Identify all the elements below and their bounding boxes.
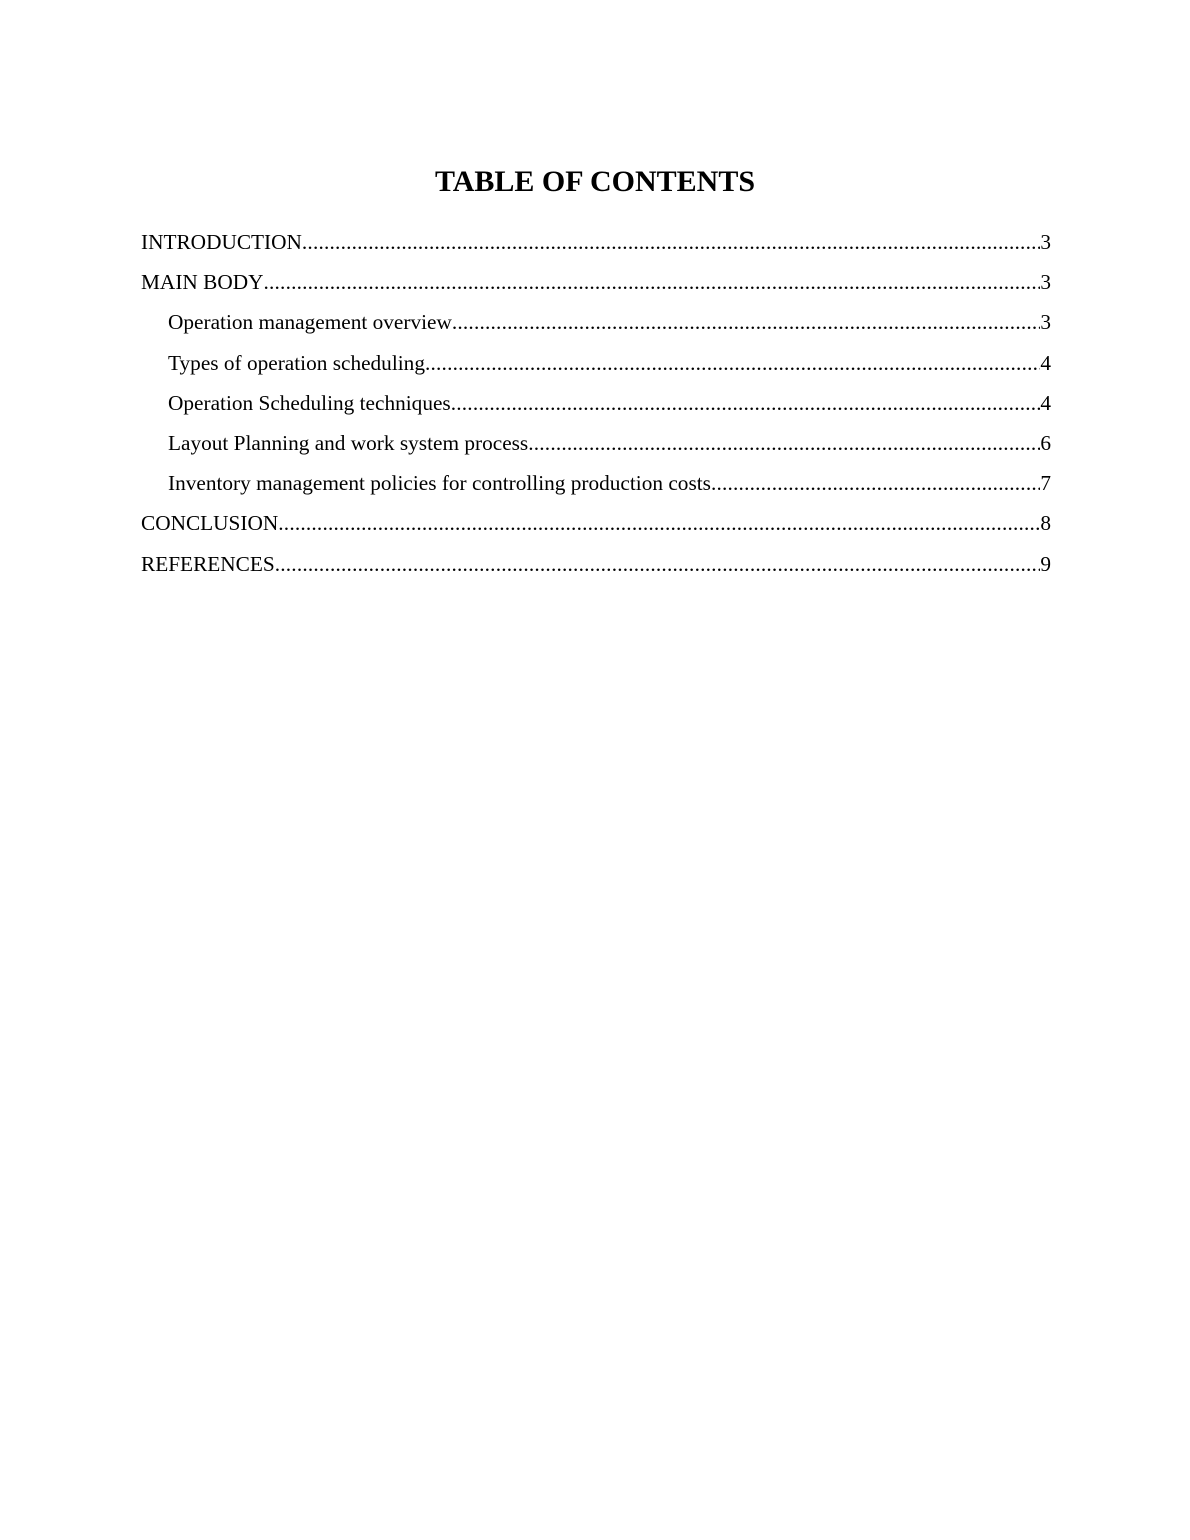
- toc-entry-operation-management-overview[interactable]: [141, 302, 1051, 342]
- toc-page-number: 3: [1040, 310, 1051, 335]
- toc-entry-label: CONCLUSION: [141, 511, 279, 536]
- toc-dot-leader: [278, 503, 1040, 543]
- toc-dot-leader: [425, 343, 1040, 383]
- toc-page-number: 4: [1040, 390, 1051, 415]
- toc-entry-inventory-management-policies[interactable]: [141, 463, 1051, 503]
- toc-entry-label: INTRODUCTION: [141, 230, 302, 254]
- toc-entry-label: MAIN BODY: [141, 270, 264, 295]
- toc-page-number: 9: [1040, 551, 1051, 576]
- toc-title: TABLE OF CONTENTS: [434, 165, 756, 198]
- toc-entry-main-body[interactable]: [141, 262, 1051, 302]
- toc-page-number: 8: [1040, 511, 1051, 536]
- toc-entry-label: Layout Planning and work system process: [168, 430, 529, 455]
- toc-dot-leader: [302, 222, 1040, 262]
- toc-entry-label: Types of operation scheduling: [168, 350, 425, 375]
- toc-page-number: 4: [1040, 350, 1051, 375]
- toc-dot-leader: [451, 383, 1041, 423]
- toc-entry-layout-planning[interactable]: [141, 423, 1051, 463]
- toc-page-number: 7: [1040, 471, 1051, 496]
- toc-entry-references[interactable]: [141, 544, 1051, 584]
- toc-entry-introduction[interactable]: [141, 222, 1051, 262]
- toc-dot-leader: [275, 544, 1041, 584]
- toc-entry-label: Inventory management policies for controlling production costs: [168, 471, 711, 496]
- toc-dot-leader: [452, 302, 1040, 342]
- toc-dot-leader: [263, 262, 1040, 302]
- toc-list: [141, 222, 1051, 584]
- toc-dot-leader: [711, 463, 1040, 503]
- toc-entry-label: REFERENCES: [141, 551, 275, 576]
- toc-dot-leader: [528, 423, 1040, 463]
- toc-page-number: 6: [1040, 430, 1051, 455]
- toc-entry-label: Operation management overview: [168, 310, 452, 335]
- toc-entry-conclusion[interactable]: [141, 503, 1051, 543]
- toc-entry-types-of-operation-scheduling[interactable]: [141, 343, 1051, 383]
- toc-entry-operation-scheduling-techniques[interactable]: [141, 383, 1051, 423]
- toc-entry-label: Operation Scheduling techniques: [168, 390, 451, 415]
- toc-page-number: 3: [1040, 270, 1051, 295]
- toc-page-number: 3: [1040, 230, 1051, 254]
